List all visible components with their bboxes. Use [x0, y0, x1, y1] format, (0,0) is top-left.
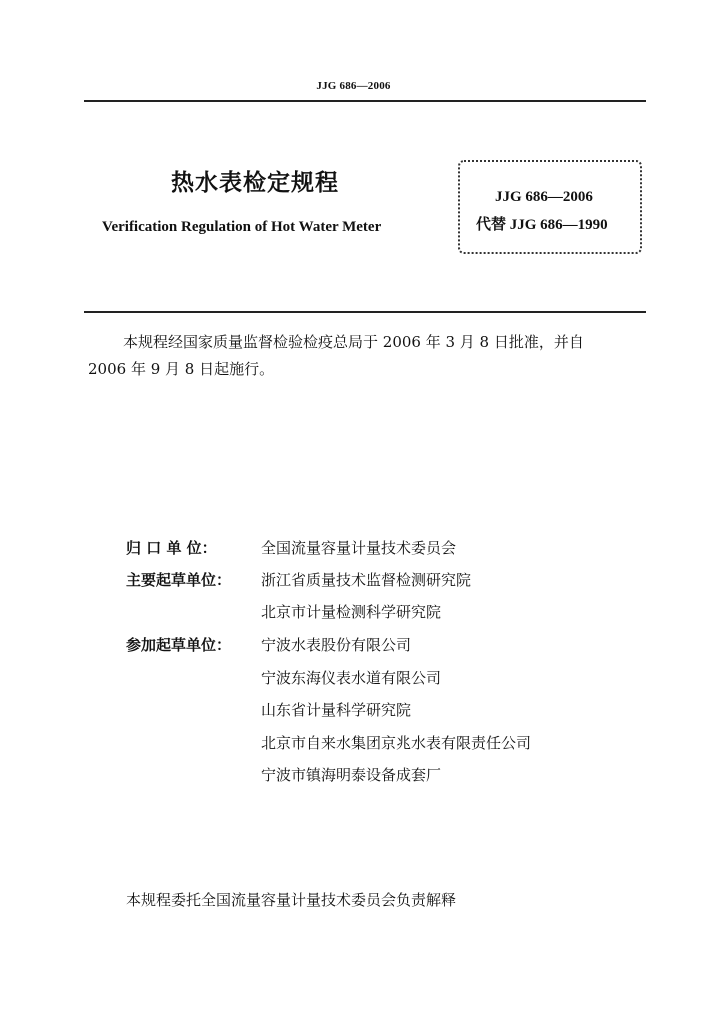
- standard-code-box: [458, 160, 642, 254]
- participating-unit: 北京市自来水集团京兆水表有限责任公司: [261, 734, 532, 752]
- participating-unit: 宁波市镇海明泰设备成套厂: [261, 766, 442, 784]
- title-english: Verification Regulation of Hot Water Meter: [102, 219, 382, 235]
- participating-label: 参加起草单位：: [126, 636, 232, 654]
- main-drafting-label: 主要起草单位：: [126, 571, 232, 589]
- responsible-unit-label: 归 口 单 位：: [126, 539, 217, 557]
- approval-line-1: 本规程经国家质量监督检验检疫总局于 2006 年 3 月 8 日批准，并自: [123, 333, 584, 351]
- responsible-unit-value: 全国流量容量计量技术委员会: [261, 539, 457, 557]
- standard-code: JJG 686—2006: [495, 189, 593, 205]
- interpretation-note: 本规程委托全国流量容量计量技术委员会负责解释: [126, 891, 457, 909]
- title-chinese: 热水表检定规程: [171, 170, 339, 196]
- approval-statement: [88, 329, 648, 383]
- header-rule: [84, 100, 646, 102]
- main-drafting-unit: 北京市计量检测科学研究院: [261, 603, 442, 621]
- participating-unit: 山东省计量科学研究院: [261, 701, 412, 719]
- participating-unit: 宁波水表股份有限公司: [261, 636, 412, 654]
- running-head: JJG 686—2006: [316, 80, 391, 92]
- main-drafting-unit: 浙江省质量技术监督检测研究院: [261, 571, 472, 589]
- participating-unit: 宁波东海仪表水道有限公司: [261, 669, 442, 687]
- replaces-code: 代替 JJG 686—1990: [476, 217, 608, 233]
- approval-line-2: 2006 年 9 月 8 日起施行。: [88, 360, 275, 378]
- section-rule: [84, 311, 646, 313]
